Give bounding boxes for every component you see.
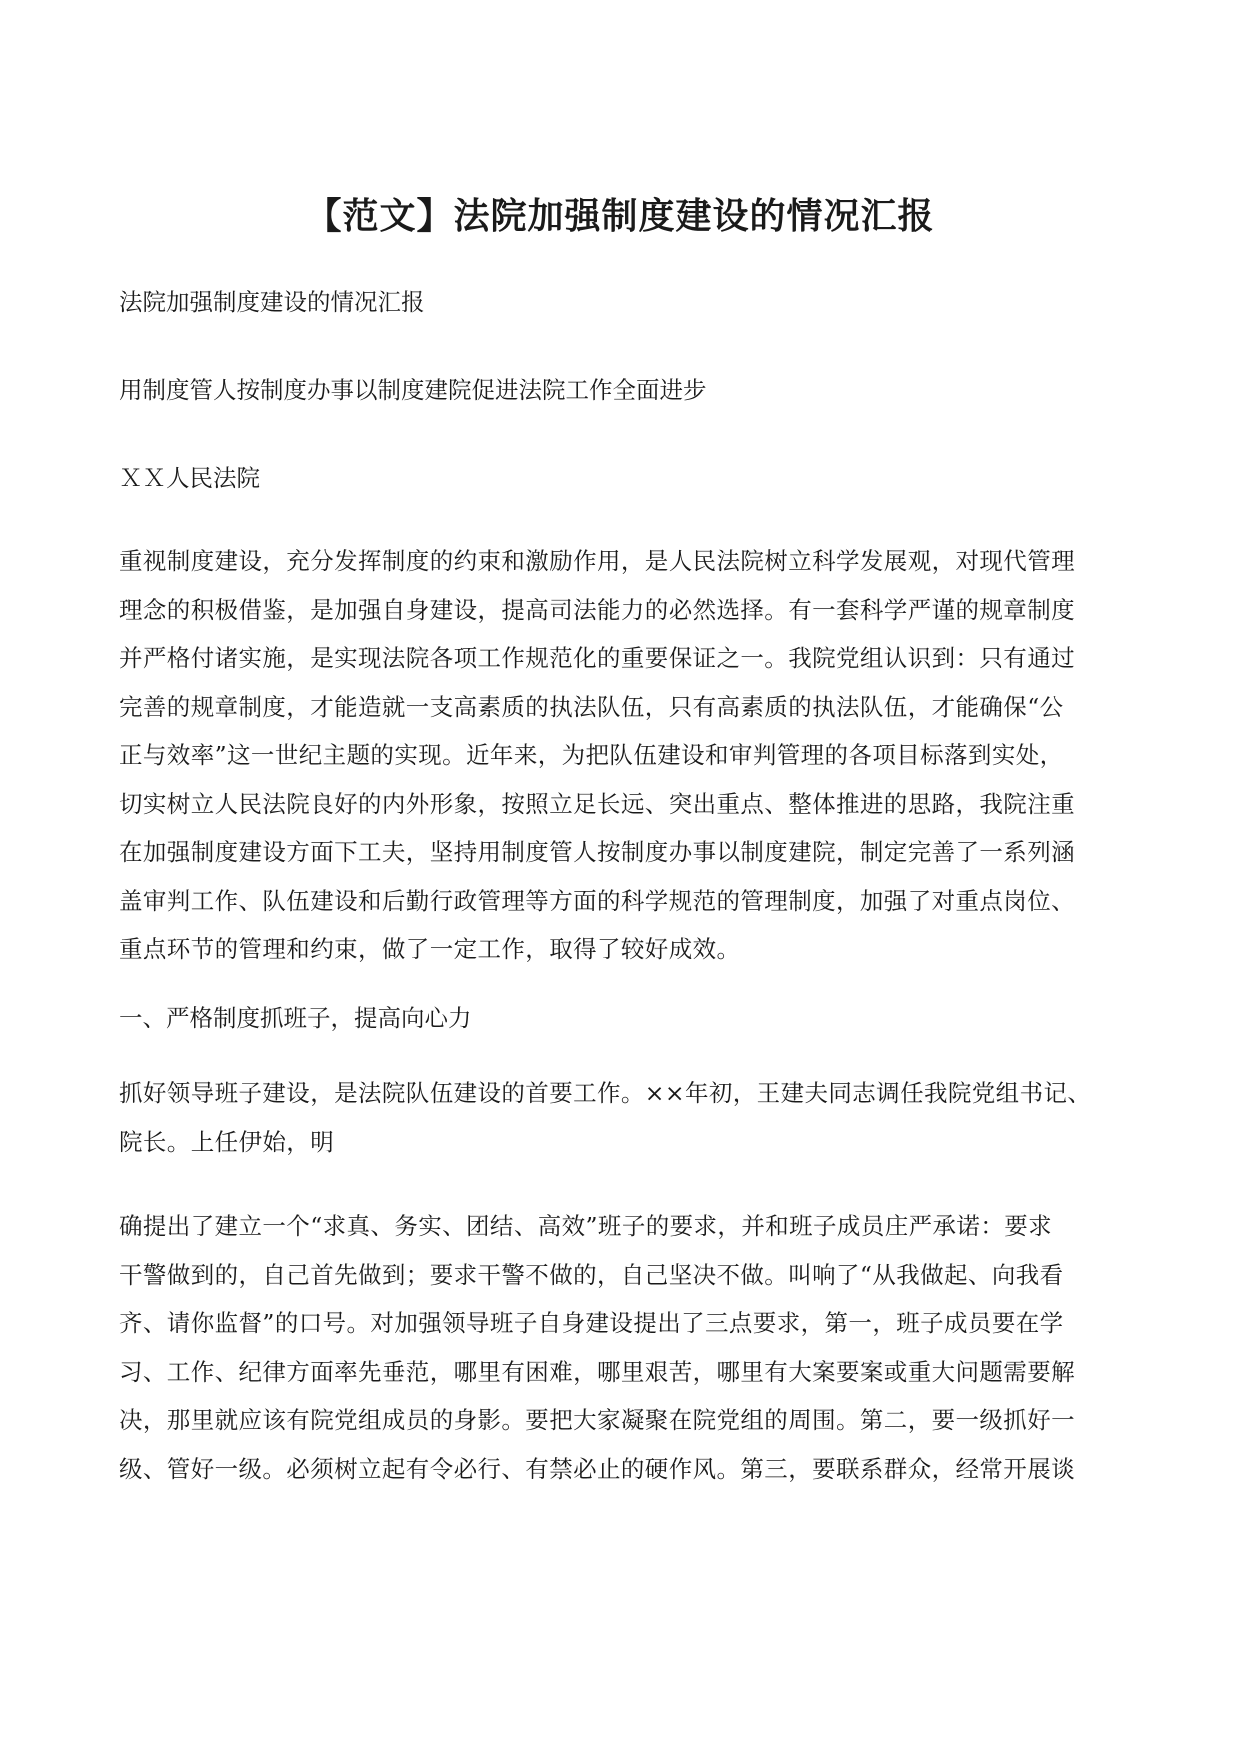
paragraph-line: 齐、请你监督”的口号。对加强领导班子自身建设提出了三点要求，第一，班子成员要在学 [119,1309,1064,1337]
paragraph-line: 并严格付诸实施，是实现法院各项工作规范化的重要保证之一。我院党组认识到：只有通过 [119,644,1075,672]
document-subtitle: 法院加强制度建设的情况汇报 [119,288,425,316]
intro-paragraph [119,537,1129,974]
paragraph-line: 决，那里就应该有院党组成员的身影。要把大家凝聚在院党组的周围。第二，要一级抓好一 [119,1406,1075,1434]
paragraph-line: 干警做到的，自己首先做到；要求干警不做的，自己坚决不做。叫响了“从我做起、向我看 [119,1260,1064,1289]
paragraph-line: 正与效率”这一世纪主题的实现。近年来，为把队伍建设和审判管理的各项目标落到实处， [119,741,1064,769]
paragraph-line: 重点环节的管理和约束，做了一定工作，取得了较好成效。 [119,935,741,963]
paragraph-line: 级、管好一级。必须树立起有令必行、有禁必止的硬作风。第三，要联系群众，经常开展谈 [119,1454,1075,1483]
paragraph-line: 院长。上任伊始，明 [119,1127,335,1156]
paragraph-line: 抓好领导班子建设，是法院队伍建设的首要工作。××年初，王建夫同志调任我院党组书记、 [119,1079,1092,1107]
paragraph-line: 重视制度建设，充分发挥制度的约束和激励作用，是人民法院树立科学发展观，对现代管理 [119,547,1075,575]
paragraph-line: 完善的规章制度，才能造就一支高素质的执法队伍，只有高素质的执法队伍，才能确保“公 [119,692,1064,721]
paragraph-line: 切实树立人民法院良好的内外形象，按照立足长远、突出重点、整体推进的思路，我院注重 [119,789,1075,818]
section1-paragraph-2 [119,1202,1129,1493]
document-author: ＸＸ人民法院 [119,464,260,492]
document-slogan: 用制度管人按制度办事以制度建院促进法院工作全面进步 [119,376,707,404]
paragraph-line: 习、工作、纪律方面率先垂范，哪里有困难，哪里艰苦，哪里有大案要案或重大问题需要解 [119,1357,1075,1386]
document-title: 【范文】法院加强制度建设的情况汇报 [305,195,935,237]
paragraph-line: 盖审判工作、队伍建设和后勤行政管理等方面的科学规范的管理制度，加强了对重点岗位、 [119,886,1075,915]
section-heading: 一、严格制度抓班子，提高向心力 [119,1004,472,1032]
paragraph-line: 理念的积极借鉴，是加强自身建设，提高司法能力的必然选择。有一套科学严谨的规章制度 [119,595,1075,624]
paragraph-line: 在加强制度建设方面下工夫，坚持用制度管人按制度办事以制度建院，制定完善了一系列涵 [119,838,1075,866]
section1-paragraph-1 [119,1069,1129,1166]
paragraph-line: 确提出了建立一个“求真、务实、团结、高效”班子的要求，并和班子成员庄严承诺：要求 [119,1212,1053,1240]
